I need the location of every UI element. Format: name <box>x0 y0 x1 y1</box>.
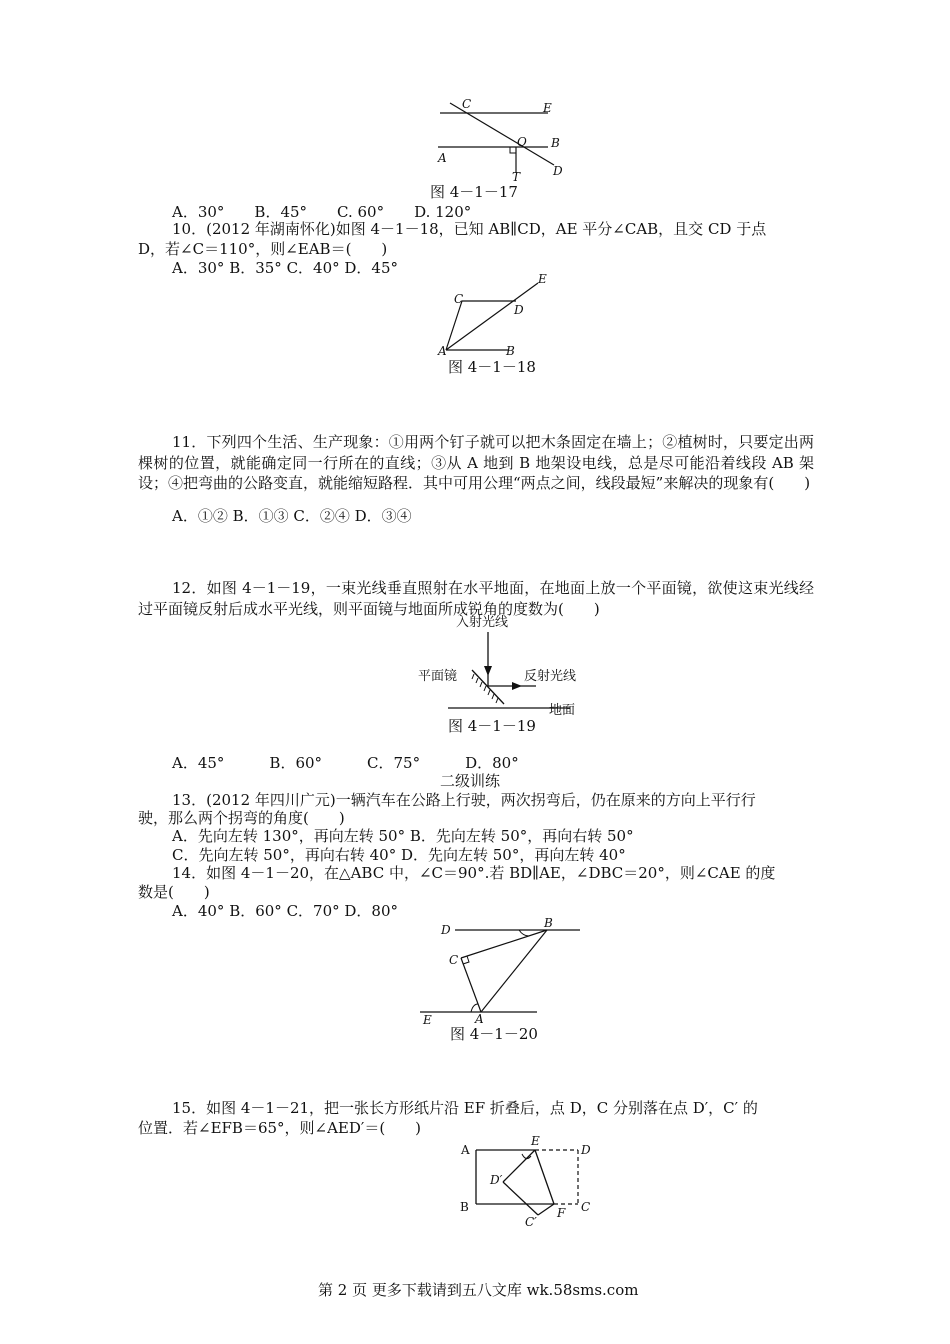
fig19-label-mirror: 平面镜 <box>418 669 458 684</box>
line-cd <box>450 103 554 165</box>
q9-options: A．30° B．45° C. 60° D. 120° <box>172 203 472 221</box>
fig20-label-b: B <box>544 916 553 930</box>
fig17-caption: 图 4－1－17 <box>430 183 518 201</box>
fig17-label-d: D <box>553 164 563 178</box>
q14-line1: 14．如图 4－1－20，在△ABC 中，∠C＝90°.若 BD∥AE，∠DBC＝20°，则∠CAE 的度 <box>172 864 776 882</box>
fig18-label-e: E <box>538 272 547 286</box>
fig18-caption: 图 4－1－18 <box>448 358 536 376</box>
q14-line2: 数是( ) <box>138 883 210 901</box>
fig21-label-f: F <box>557 1206 566 1220</box>
q13-options-ab: A．先向左转 130°，再向左转 50° B．先向左转 50°，再向右转 50° <box>172 827 634 845</box>
q15-line2: 位置．若∠EFB＝65°，则∠AED′＝( ) <box>138 1119 422 1137</box>
q10-line2: D，若∠C＝110°，则∠EAB＝( ) <box>138 240 388 258</box>
fig18-label-a: A <box>438 344 447 358</box>
segment-c-prime-f <box>538 1204 554 1215</box>
fig21-label-b: B <box>460 1200 469 1214</box>
q11-options: A．①② B．①③ C．②④ D．③④ <box>172 507 412 525</box>
fig21-label-e: E <box>531 1134 540 1148</box>
fig20-label-e: E <box>423 1013 432 1027</box>
line-ac <box>446 301 462 350</box>
fig17-label-b: B <box>551 136 560 150</box>
side-ab <box>481 930 547 1012</box>
side-bc <box>461 930 547 958</box>
fig21-label-d: D <box>581 1143 591 1157</box>
fig21-label-a: A <box>461 1143 470 1157</box>
q13-line2: 驶，那么两个拐弯的角度( ) <box>138 809 345 827</box>
figure-4-1-18 <box>440 275 560 355</box>
q10-line1: 10．(2012 年湖南怀化)如图 4－1－18，已知 AB∥CD，AE 平分∠CAB，且交 CD 于点 <box>172 220 767 238</box>
segment-d-prime-c-prime <box>503 1182 538 1215</box>
fig20-label-c: C <box>449 953 459 967</box>
mirror-hatches <box>472 674 498 703</box>
q12-text: 12．如图 4－1－19，一束光线垂直照射在水平地面，在地面上放一个平面镜，欲使这束光线经过平面镜反射后成水平光线，则平面镜与地面所成锐角的度数为( ) <box>138 579 814 618</box>
fig21-label-d-prime: D′ <box>490 1173 503 1187</box>
reflected-arrow <box>512 682 522 690</box>
fig17-label-c: C <box>462 97 472 111</box>
fig19-label-incident: 入射光线 <box>456 615 509 630</box>
page-footer: 第 2 页 更多下载请到五八文库 wk.58sms.com <box>318 1281 639 1299</box>
fig21-label-c: C <box>581 1200 591 1214</box>
q15-line1: 15．如图 4－1－21，把一张长方形纸片沿 EF 折叠后，点 D，C 分别落在点 D′，C′ 的 <box>172 1099 758 1117</box>
section-title: 二级训练 <box>440 772 501 790</box>
q11-text: 11．下列四个生活、生产现象：①用两个钉子就可以把木条固定在墙上；②植树时，只要定出两棵树的位置，就能确定同一行所在的直线；③从 A 地到 B 地架设电线，总是尽可能沿着线段 AB 架设；④把弯曲的公路变直，就能缩短路程．其中可用公理“两点之间，线段最短”来解决的现象有( ) <box>138 433 814 492</box>
fig19-caption: 图 4－1－19 <box>448 717 536 735</box>
fig18-label-c: C <box>454 292 464 306</box>
q13-line1: 13．(2012 年四川广元)一辆汽车在公路上行驶，两次拐弯后，仍在原来的方向上平行行 <box>172 791 756 809</box>
angle-arc-cae <box>471 1004 478 1012</box>
fig18-label-b: B <box>506 344 515 358</box>
fig17-label-o: O <box>517 135 527 149</box>
q10-options: A．30° B．35° C．40° D．45° <box>172 259 399 277</box>
fig18-label-d: D <box>514 303 524 317</box>
fig17-label-a: A <box>438 151 447 165</box>
fig20-label-a: A <box>475 1012 484 1026</box>
segment-ed-prime <box>503 1150 535 1182</box>
fig21-label-c-prime: C′ <box>525 1215 537 1229</box>
fold-ef <box>535 1150 554 1204</box>
q14-options: A．40° B．60° C．70° D．80° <box>172 902 399 920</box>
angle-arc-dbc <box>519 930 529 936</box>
fig17-label-t: T <box>512 170 521 184</box>
q12-options: A．45° B．60° C．75° D．80° <box>172 754 519 772</box>
right-angle-mark <box>510 147 516 153</box>
incident-arrow <box>484 666 492 676</box>
fig19-label-ground: 地面 <box>549 703 576 718</box>
fig17-label-e: E <box>543 101 552 115</box>
fig20-label-d: D <box>441 923 451 937</box>
fig19-label-reflected: 反射光线 <box>524 669 577 684</box>
fig20-caption: 图 4－1－20 <box>450 1025 538 1043</box>
q13-options-cd: C．先向左转 50°，再向右转 40° D．先向左转 50°，再向左转 40° <box>172 846 626 864</box>
